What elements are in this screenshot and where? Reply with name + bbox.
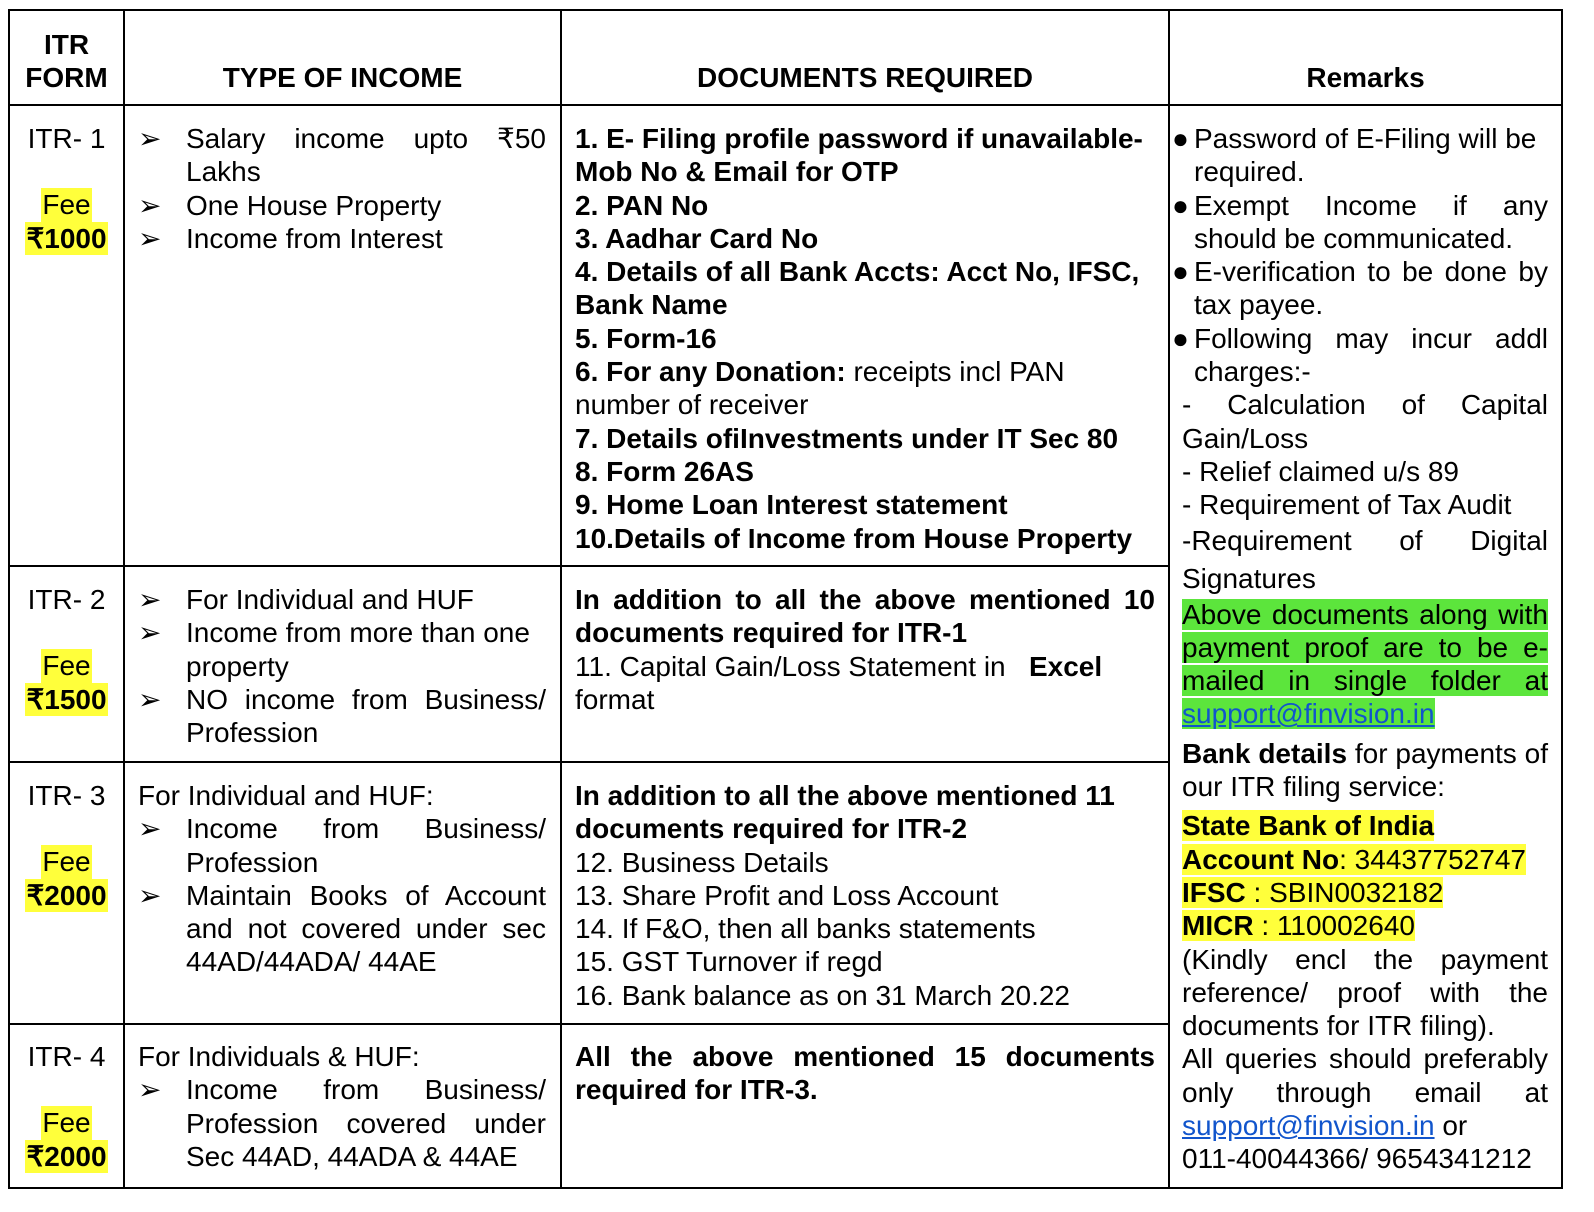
email-instruction: Above documents along with payment proof are to be e-mailed in single folder at support@finvision.in (1182, 598, 1548, 730)
phone-numbers: 011-40044366/ 9654341212 (1182, 1143, 1532, 1175)
income-intro: For Individuals & HUF: (138, 1041, 420, 1072)
row3-income-cell (138, 779, 546, 979)
doc-item: 2. PAN No (575, 189, 709, 221)
support-email-link-2[interactable]: support@finvision.in (1182, 1110, 1435, 1142)
doc-item: 1. E- Filing profile password if unavailable- Mob No & Email for OTP (575, 123, 1143, 188)
col-line-1 (123, 9, 125, 1189)
list-item: ➢ Income from Interest (138, 222, 443, 254)
row1-fee-label: Fee (42, 189, 91, 221)
row3-form-name: ITR- 3 (27, 780, 106, 811)
header-divider (8, 104, 1563, 106)
row-divider-3 (8, 1023, 1170, 1025)
doc-item: 9. Home Loan Interest statement (575, 489, 1008, 521)
doc-item: 4. Details of all Bank Accts: Acct No, IFSC, Bank Name (575, 256, 1140, 321)
doc-item: 3. Aadhar Card No (575, 222, 819, 254)
row3-form-cell (10, 779, 123, 912)
doc-item: 5. Form-16 (575, 322, 717, 354)
doc-intro: All the above mentioned 15 documents required for ITR-3. (575, 1041, 1155, 1106)
table-border-bottom (8, 1187, 1563, 1189)
list-item: ➢ One House Property (138, 189, 442, 221)
list-item: ➢ For Individual and HUF (138, 584, 474, 615)
row4-documents-cell (575, 1040, 1155, 1107)
list-item: ➢ Income from Business/ Profession covered under Sec 44AD, 44ADA & 44AE (138, 1074, 546, 1172)
remark-bullet: ● Following may incur addl charges:- (1172, 322, 1548, 388)
ifsc-code: IFSC : SBIN0032182 (1182, 876, 1444, 908)
row2-form-name: ITR- 2 (27, 584, 106, 615)
header-type-of-income: TYPE OF INCOME (222, 62, 463, 93)
table-border-top (8, 9, 1563, 11)
list-item: ➢ NO income from Business/ Profession (138, 683, 546, 749)
row4-fee-amount: ₹2000 (26, 1140, 107, 1172)
row4-fee-label: Fee (42, 1107, 91, 1139)
row2-income-cell (138, 583, 546, 749)
col-line-3 (1168, 9, 1170, 1189)
doc-item: 14. If F&O, then all banks statements (575, 913, 1036, 945)
income-intro: For Individual and HUF: (138, 780, 434, 811)
list-item: ➢ Income from more than one property (138, 617, 530, 682)
charge-item: - Calculation of Capital Gain/Loss (1182, 389, 1548, 454)
payment-note: (Kindly encl the payment reference/ proof with the documents for ITR filing). (1182, 943, 1548, 1042)
row2-fee-label: Fee (42, 650, 91, 682)
doc-intro: In addition to all the above mentioned 11 documents required for ITR-2 (575, 780, 1115, 845)
charge-item: - Relief claimed u/s 89 (1182, 455, 1460, 487)
doc-item: 15. GST Turnover if regd (575, 946, 883, 978)
charge-item: - Requirement of Tax Audit (1182, 489, 1512, 521)
list-item: ➢ Maintain Books of Account and not covered under sec 44AD/44ADA/ 44AE (138, 879, 546, 978)
row1-form-name: ITR- 1 (27, 123, 106, 154)
row4-form-name: ITR- 4 (27, 1041, 106, 1072)
header-itr-line2: FORM (25, 62, 108, 94)
micr-code: MICR : 110002640 (1182, 910, 1415, 942)
row2-documents-cell (575, 583, 1155, 716)
support-email-link[interactable]: support@finvision.in (1182, 698, 1435, 730)
row1-form-cell (10, 122, 123, 255)
doc-item: 11. Capital Gain/Loss Statement in Excel format (575, 650, 1103, 715)
queries-note: All queries should preferably only through email at support@finvision.in or (1182, 1043, 1548, 1142)
account-number: Account No: 34437752747 (1182, 843, 1526, 875)
row-divider-1 (8, 565, 1170, 567)
bank-details-intro: Bank details for payments of our ITR filing service: (1182, 737, 1549, 803)
charge-item: -Requirement of Digital Signatures (1182, 524, 1548, 594)
row-divider-2 (8, 761, 1170, 763)
row1-fee-amount: ₹1000 (26, 222, 107, 254)
row3-fee-label: Fee (42, 846, 91, 878)
row2-fee-amount: ₹1500 (26, 683, 107, 715)
list-item: ➢ Income from Business/ Profession (138, 813, 546, 878)
doc-item: 7. Details ofiInvestments under IT Sec 80 (575, 422, 1119, 454)
header-itr-line1: ITR (43, 29, 90, 60)
doc-item: 13. Share Profit and Loss Account (575, 879, 999, 911)
doc-item: 8. Form 26AS (575, 455, 754, 487)
row1-documents-cell (575, 122, 1155, 555)
remarks-cell (1172, 122, 1548, 1176)
remark-bullet: ● Password of E-Filing will be required. (1172, 123, 1537, 188)
row3-documents-cell (575, 779, 1155, 1012)
row1-income-cell (138, 122, 546, 255)
remark-bullet: ● E-verification to be done by tax payee. (1172, 256, 1548, 321)
row2-form-cell (10, 583, 123, 716)
col-line-4 (1561, 9, 1563, 1189)
doc-item: 10.Details of Income from House Property (575, 522, 1133, 554)
list-item: ➢ Salary income upto ₹50 Lakhs (138, 123, 546, 188)
header-itr-form (10, 28, 123, 95)
bank-name: State Bank of India (1182, 810, 1435, 842)
doc-item: 12. Business Details (575, 846, 829, 878)
doc-intro: In addition to all the above mentioned 10 documents required for ITR-1 (575, 584, 1155, 649)
row3-fee-amount: ₹2000 (26, 879, 107, 911)
doc-item: 16. Bank balance as on 31 March 20.22 (575, 979, 1071, 1011)
row4-income-cell (138, 1040, 546, 1173)
col-line-2 (560, 9, 562, 1189)
header-remarks: Remarks (1306, 62, 1425, 93)
doc-item: 6. For any Donation: receipts incl PAN number of receiver (575, 356, 1065, 421)
row4-form-cell (10, 1040, 123, 1173)
header-documents-required: DOCUMENTS REQUIRED (696, 62, 1033, 93)
remark-bullet: ● Exempt Income if any should be communicated. (1172, 189, 1548, 254)
